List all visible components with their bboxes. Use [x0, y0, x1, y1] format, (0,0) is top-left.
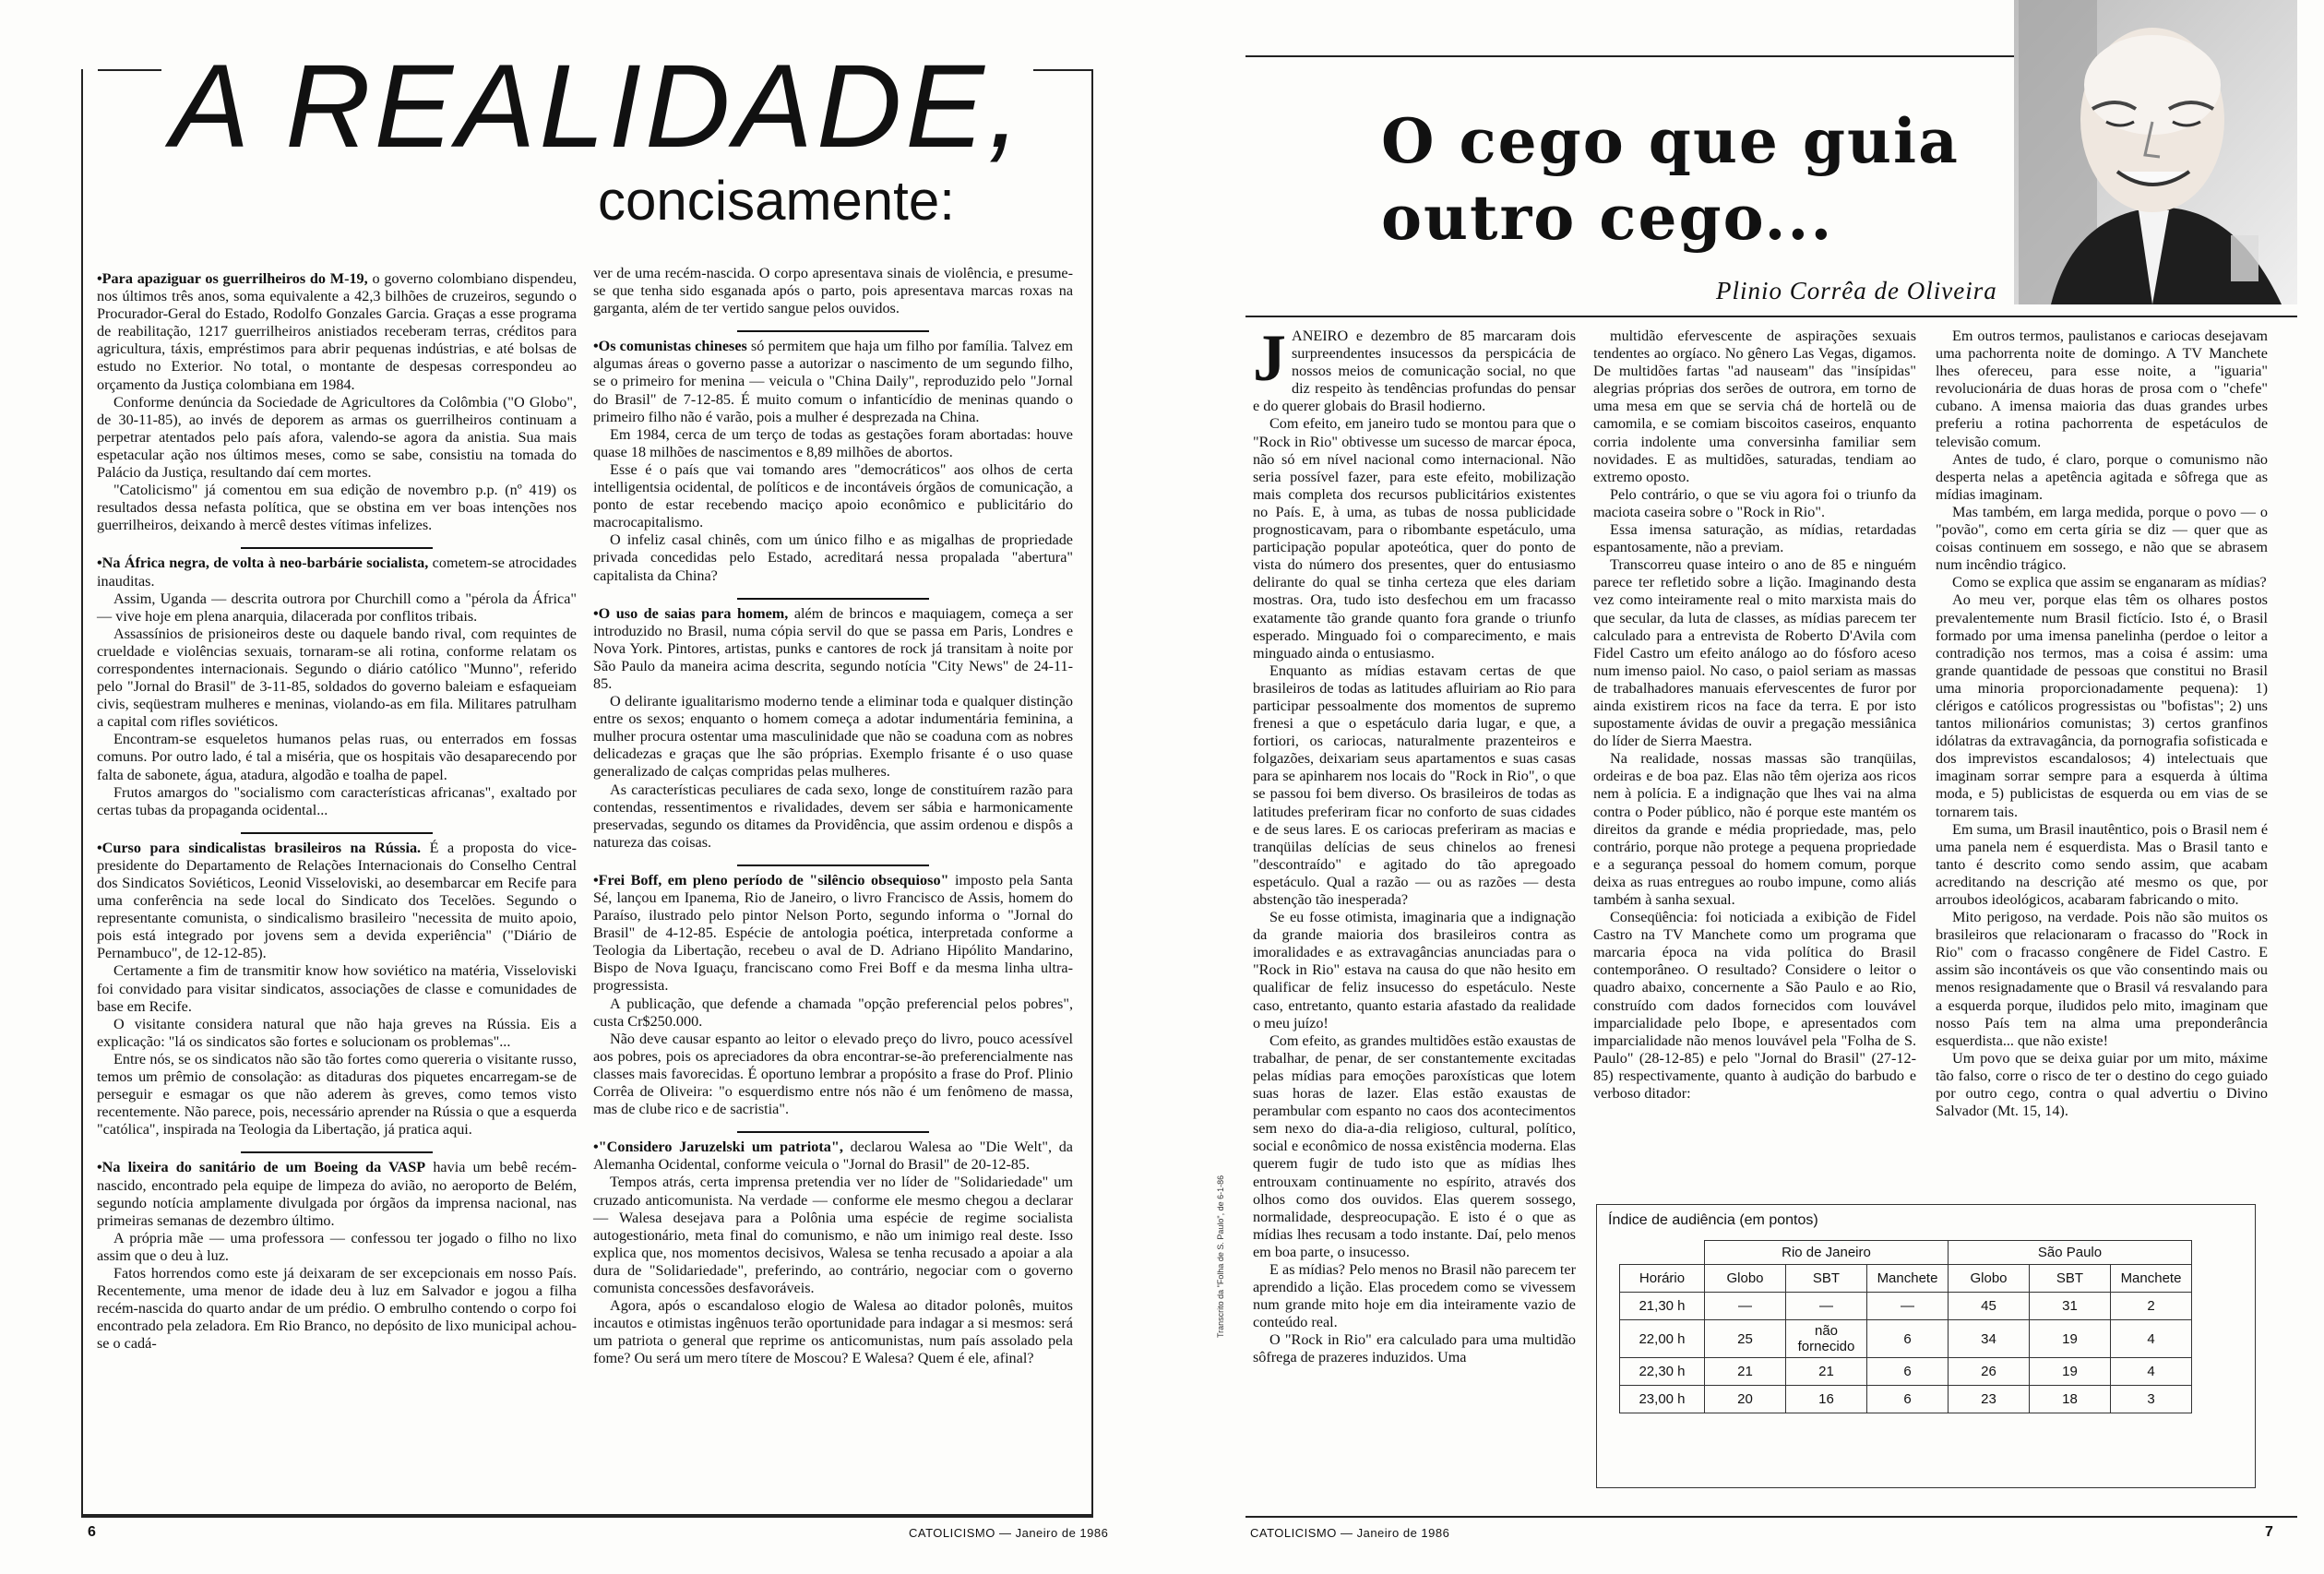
article-paragraph [1936, 451, 2268, 504]
news-lead: •O uso de saias para homem, [593, 604, 789, 622]
news-paragraph [593, 781, 1073, 852]
news-paragraph [97, 554, 577, 590]
paragraph-text: Na realidade, nossas massas são tranqüilas, ordeiras e de boa paz. Elas não têm ojeriza aos ricos nem à polícia. E a indignação que lhes vai na alma contra o Poder público, não é porque este mantém os direitos da grande e média propriedade, mas, pelo contrário, porque não protege a pequena propriedade e a segurança pessoal do homem comum, porque deixa as ruas entregues ao roubo impune, como aliás também à sanha sexual. [1593, 750, 1916, 908]
article-paragraph [1253, 1261, 1576, 1331]
news-paragraph [97, 482, 577, 534]
source-credit: Transcrito da "Folha de S. Paulo", de 6-1-86 [1216, 1175, 1225, 1338]
news-paragraph [97, 590, 577, 626]
article-paragraph [1936, 1050, 2268, 1120]
running-foot: CATOLICISMO — Janeiro de 1986 [1250, 1526, 1450, 1540]
column-header: SBT [2030, 1265, 2111, 1293]
title-rule [1245, 316, 2297, 317]
news-lead: •Para apaziguar os guerrilheiros do M-19, [97, 270, 368, 287]
table-cell: 21,30 h [1620, 1293, 1705, 1320]
table-cell: 2 [2111, 1293, 2192, 1320]
news-paragraph [97, 731, 577, 783]
news-paragraph [593, 996, 1073, 1031]
table-row [1620, 1358, 2192, 1386]
paragraph-text: Mas também, em larga medida, porque o povo — o "povão", como em certa gíria se diz — quer que as coisas continuem em sossego, e não que se abrasem num incêndio trágico. [1936, 503, 2268, 574]
table-row [1620, 1386, 2192, 1413]
news-text: Certamente a fim de transmitir know how soviético na matéria, Visseloviski foi convidado para visitar sindicatos, associações de classe e comunidades de base em Recife. [97, 962, 577, 1015]
column-header: SBT [1786, 1265, 1867, 1293]
paragraph-text: Em suma, um Brasil inautêntico, pois o Brasil nem é uma panela nem é esquerdista. Mas o Brasil tanto e tanto é descrito como sendo assim, que acabam acreditando na descrição até mesmo os que, por arroubos ideológicos, acabaram fabricando o mito. [1936, 820, 2268, 908]
table-cell: 25 [1705, 1320, 1786, 1358]
paragraph-text: Se eu fosse otimista, imaginaria que a indignação da grande maioria dos brasileiros contra as imoralidades e as extravagâncias anunciadas para o "Rock in Rio" estava na causa do que não hesito em qualificar de feliz insucesso do espetáculo. Neste caso, entretanto, quanto estaria afastado da realidade o meu juízo! [1253, 909, 1576, 1031]
news-lead: •"Considero Jaruzelski um patriota", [593, 1139, 843, 1156]
news-paragraph [593, 693, 1073, 781]
news-text: Assim, Uganda — descrita outrora por Churchill como a "pérola da África" — vive hoje em plena anarquia, dilacerada por conflitos tribais. [97, 590, 577, 625]
table-cell: 26 [1949, 1358, 2030, 1386]
news-text: Frutos amargos do "socialismo com características africanas", exaltado por certas tubas da propaganda ocidental... [97, 783, 577, 818]
table-cell: 4 [2111, 1358, 2192, 1386]
right-column-2 [1593, 328, 1916, 1103]
table-cell: — [1867, 1293, 1949, 1320]
table-cell: 22,30 h [1620, 1358, 1705, 1386]
news-paragraph [593, 1174, 1073, 1297]
table-cell: 23 [1949, 1386, 2030, 1413]
table-cell: 6 [1867, 1358, 1949, 1386]
portrait-image [2014, 0, 2297, 304]
article-paragraph [1253, 415, 1576, 662]
article-paragraph [1593, 909, 1916, 1103]
section-separator [241, 1151, 433, 1153]
news-text: É a proposta do vice-presidente do Departamento de Relações Internacionais do Conselho Central dos Sindicatos Soviéticos, Leonid Visseloviski, ao desembarcar em Recife para uma conferência na sede local do Sindicato dos Tecelões. Segundo o representante comunista, o sindicalismo brasileiro "necessita de muito apoio, pois está integrado por jovens sem a devida experiência" ("Diário de Pernambuco", de 12-12-85). [97, 839, 577, 962]
table-cell: 3 [2111, 1386, 2192, 1413]
column-header: Globo [1705, 1265, 1786, 1293]
news-paragraph [593, 605, 1073, 693]
news-paragraph [593, 531, 1073, 584]
news-paragraph [97, 1265, 577, 1353]
news-lead: •Na África negra, de volta à neo-barbárie socialista, [97, 554, 429, 572]
page-number: 6 [88, 1524, 96, 1540]
article-paragraph [1253, 1032, 1576, 1261]
article-paragraph [1253, 662, 1576, 909]
news-paragraph [593, 426, 1073, 461]
table-cell: — [1786, 1293, 1867, 1320]
drop-cap: J [1253, 321, 1286, 395]
paragraph-text: Como se explica que assim se enganaram as mídias? [1952, 574, 2267, 591]
news-text: Fatos horrendos como este já deixaram de ser excepcionais em nosso País. Recentemente, uma menor de idade deu à luz em Salvador e jogou a filha recém-nascida do quarto andar de um prédio. O embrulho contendo o corpo foi encontrado pela zeladora. Em Rio Branco, no depósito de lixo municipal achou-se o cadá- [97, 1264, 577, 1353]
main-headline: A REALIDADE, [161, 48, 1033, 166]
table-cell: 6 [1867, 1386, 1949, 1413]
author-byline: Plinio Corrêa de Oliveira [1716, 277, 1997, 304]
news-text: cometem-se atrocidades inauditas. [97, 554, 577, 590]
news-paragraph [593, 1297, 1073, 1367]
table-cell: 19 [2030, 1358, 2111, 1386]
news-paragraph [97, 1016, 577, 1051]
paragraph-text: Transcorreu quase inteiro o ano de 85 e ninguém parece ter refletido sobre a lição. Imaginando desta vez como inteiramente real o mito marxista mais do que secular, da luta de classes, as mídias parecem ter calculado para a entrevista de Roberto D'Avila com Fidel Castro um efeito análogo ao do fósforo aceso num imenso paiol. No caso, o paiol seriam as massas de trabalhadores manuais efervescentes de furor por ainda existirem ricos na face da terra. E por isto supostamente ávidas de ouvir a pregação messiânica do líder de Sierra Maestra. [1593, 556, 1916, 750]
column-header: Globo [1949, 1265, 2030, 1293]
table-cell: 6 [1867, 1320, 1949, 1358]
table-cell: 4 [2111, 1320, 2192, 1358]
news-paragraph [593, 265, 1073, 317]
news-paragraph [97, 784, 577, 819]
news-text: ver de uma recém-nascida. O corpo apresentava sinais de violência, e presume-se que tenha sido esganada após o parto, pois apresentava marcas roxas na garganta, além de ter vertido sangue pelos ouvidos. [593, 265, 1073, 317]
table-cell: 20 [1705, 1386, 1786, 1413]
news-text: Encontram-se esqueletos humanos pelas ruas, ou enterrados em fossas comuns. Por outro lado, é tal a miséria, que os hospitais vão desaparecendo por falta de sabonete, água, atadura, algodão e toalha de papel. [97, 731, 577, 783]
paragraph-text: E as mídias? Pelo menos no Brasil não parecem ter aprendido a lição. Elas procedem como se vivessem num grande mito hoje em dia inteiramente vazio de conteúdo real. [1253, 1260, 1576, 1331]
paragraph-text: O "Rock in Rio" era calculado para uma multidão sôfrega de prazeres induzidos. Uma [1253, 1331, 1576, 1366]
news-text: O visitante considera natural que não haja greves na Rússia. Eis a explicação: "lá os sindicatos são fortes e solucionam os problemas"... [97, 1015, 577, 1050]
table-cell: 22,00 h [1620, 1320, 1705, 1358]
news-text: A própria mãe — uma professora — confessou ter jogado o filho no lixo assim que o deu à luz. [97, 1229, 577, 1264]
section-separator [241, 547, 433, 549]
paragraph-text: Enquanto as mídias estavam certas de que brasileiros de todas as latitudes afluiriam ao Rio para participar pessoalmente dos momentos de supremo frenesi a que o espetáculo daria lugar, e que, a fortiori, os cariocas, naturalmente prazenteiros e folgazões, deixariam seus apartamentos e suas casas para se apinharem nos locais do "Rock in Rio", o que se passou foi bem diverso. Os brasileiros de todas as latitudes preferiram ficar no conforto de suas cidades e de seus lares. E os cariocas preferiram as macias e tranqüilas delícias de seus chinelos ao frenesi "descontraído" e agitado do tão apregoado espetáculo. Qual a razão — ou as razões — desta abstenção tão inesperada? [1253, 662, 1576, 908]
audience-table [1619, 1240, 2192, 1413]
article-paragraph [1593, 556, 1916, 750]
article-paragraph [1936, 591, 2268, 820]
news-paragraph [97, 394, 577, 482]
column-header: Manchete [2111, 1265, 2192, 1293]
table-header-row [1620, 1241, 2192, 1265]
news-text: A publicação, que defende a chamada "opção preferencial pelos pobres", custa Cr$250.000. [593, 995, 1073, 1030]
sub-headline: concisamente: [598, 170, 955, 232]
table-row [1620, 1320, 2192, 1358]
article-paragraph [1253, 909, 1576, 1032]
section-separator [737, 330, 929, 332]
paragraph-text: Com efeito, as grandes multidões estão exaustas de trabalhar, de penar, de ser constantemente excitadas pelas mídias para emoções paroxísticas que lotem suas horas de lazer. Elas estão exaustas de perambular com espanto no caos dos acontecimentos sem nexo do dia-a-dia religioso, cultural, político, social e econômico de nossa existência moderna. Elas querem fugir de tudo isto que as mídias lhes entrouxam continuamente no espírito, através dos olhos como dos ouvidos. Elas querem sossego, normalidade, despreocupação. E isto é o que as mídias lhes recusam a todo instante. Daí, pelo menos em boa parte, o insucesso. [1253, 1031, 1576, 1260]
paragraph-text: Em outros termos, paulistanos e cariocas desejavam uma pachorrenta noite de domingo. A TV Manchete lhes ofereceu, para esse noite, a "iguaria" revolucionária de duas horas de prosa com o "chefe" cubano. A imensa maioria das duas grandes urbes preferiu a rotina pachorrenta de espetáculos de televisão comum. [1936, 328, 2268, 450]
paragraph-text: Conseqüência: foi noticiada a exibição de Fidel Castro na TV Manchete como um programa que marcaria época na vida política do Brasil contemporâneo. O resultado? Considere o leitor o quadro abaixo, concernente a São Paulo e ao Rio, construído com dados fornecidos com louvável imparcialidade pelo Ibope, e apresentados com imparcialidade não menos louvável pela "Folha de S. Paulo" (28-12-85) e pelo "Jornal do Brasil" (27-12-85) respectivamente, quanto à audição do barbudo e verboso ditador: [1593, 909, 1916, 1103]
news-text: Conforme denúncia da Sociedade de Agricultores da Colômbia ("O Globo", de 30-11-85), ao invés de deporem as armas os guerrilheiros continuam a perpetrar atentados pelo país afora, valendo-se agora da anistia. Sua mais espetacular ação nos últimos meses, como se sabe, consistiu na tomada do Palácio da Justiça, resultando daí cem mortes. [97, 393, 577, 482]
column-header: Horário [1620, 1265, 1705, 1293]
left-column-2 [593, 265, 1073, 1367]
news-text: "Catolicismo" já comentou em sua edição de novembro p.p. (nº 419) os resultados dessa nefasta política, que se obstina em ver boas intenções nos guerrilheiros, deixando à mercê destes vítimas infelizes. [97, 482, 577, 534]
news-paragraph [593, 872, 1073, 996]
table-cell: não fornecido [1786, 1320, 1867, 1358]
paragraph-text: Mito perigoso, na verdade. Pois não são muitos os brasileiros que relacionaram o fracasso do "Rock in Rio" com o fracasso congênere de Fidel Castro. E assim são incontáveis os que vão consentindo mais ou menos resignadamente que o Brasil vá resvalando para a esquerda porque, iludidos pelo mito, imaginam que nosso País tem na alma uma preponderância esquerdista... que não existe! [1936, 909, 2268, 1049]
paragraph-text: Com efeito, em janeiro tudo se montou para que o "Rock in Rio" obtivesse um sucesso de marcar época, não só em nível nacional como internacional. Não seria possível fazer, para este efeito, mobilização mais completa dos recursos publicitários existentes no País. E, à uma, as tubas de nossa publicidade prognosticavam, para o ribombante espetáculo, uma participação popular apoteótica, quer do ponto de vista do número dos presentes, quer do entusiasmo delirante do qual se tinha certeza que eles dariam mostras. Ora, tudo isto desfechou em um fracasso exatamente tão grande quanto fora grande o triunfo esperado. Minguado foi o comparecimento, e mais minguado ainda o entusiasmo. [1253, 415, 1576, 662]
article-paragraph [1936, 909, 2268, 1050]
table-row [1620, 1293, 2192, 1320]
news-text: O delirante igualitarismo moderno tende a eliminar toda e qualquer distinção entre os sexos; enquanto o homem começa a adotar indumentária feminina, a mulher procura ostentar uma masculinidade que não se coaduna com as nobres delicadezas e graças que lhe são próprias. Exemplo frisante é o uso quase generalizado de calças compridas pelas mulheres. [593, 693, 1073, 781]
news-text: O infeliz casal chinês, com um único filho e as migalhas de propriedade privada concedidas pelo Estado, acreditará nessa propalada "abertura" capitalista da China? [593, 531, 1073, 584]
news-text: além de brincos e maquiagem, começa a ser introduzido no Brasil, numa cópia servil do que se passa em Paris, Londres e Nova York. Pintores, artistas, punks e cantores de rock já transitam à noite por São Paulo da maneira acima descrita, segundo notícia "City News" de 24-11-85. [593, 604, 1073, 692]
footer-rule [1245, 1516, 2297, 1518]
news-paragraph [593, 461, 1073, 531]
section-separator [737, 1131, 929, 1133]
news-lead: •Curso para sindicalistas brasileiros na Rússia. [97, 839, 422, 856]
right-column-3 [1936, 328, 2268, 1120]
news-text: havia um bebê recém-nascido, encontrado pela equipe de limpeza do avião, no aeroporto de Belém, segundo notícia amplamente divulgada por órgãos da imprensa nacional, nas primeiras semanas de dezembro último. [97, 1159, 577, 1229]
news-paragraph [97, 1159, 577, 1229]
article-paragraph [1593, 486, 1916, 521]
column-header: Manchete [1867, 1265, 1949, 1293]
section-separator [737, 865, 929, 866]
author-photo [2014, 0, 2297, 304]
article-paragraph [1253, 1331, 1576, 1366]
audience-index-box [1596, 1204, 2256, 1488]
audience-table-title: Índice de audiência (em pontos) [1608, 1212, 1818, 1228]
table-cell: 45 [1949, 1293, 2030, 1320]
article-paragraph [1936, 504, 2268, 574]
table-header-row [1620, 1265, 2192, 1293]
paragraph-text: Um povo que se deixa guiar por um mito, máxime tão falso, corre o risco de ter o destino do cego guiado por outro cego, contra o qual advertiu o Divino Salvador (Mt. 15, 14). [1936, 1049, 2268, 1120]
news-text: Agora, após o escandaloso elogio de Walesa ao ditador polonês, muitos incautos e otimistas ingênuos terão oportunidade para indagar a si mesmos: será um patriota o general que reprime os anticomunistas, num país assolado pela fome? Ou será um mero títere de Moscou? E Walesa? Quem é ele, afinal? [593, 1297, 1073, 1367]
news-paragraph [593, 1031, 1073, 1118]
table-cell: 34 [1949, 1320, 2030, 1358]
table-cell: — [1705, 1293, 1786, 1320]
news-paragraph [97, 270, 577, 394]
article-paragraph [1593, 328, 1916, 486]
news-paragraph [593, 338, 1073, 425]
section-separator [241, 832, 433, 834]
paragraph-text: Pelo contrário, o que se viu agora foi o triunfo da maciota caseira sobre o "Rock in Rio". [1593, 485, 1916, 520]
page-number: 7 [2265, 1524, 2273, 1540]
footer-rule [81, 1516, 1093, 1518]
news-text: Tempos atrás, certa imprensa pretendia ver no líder de "Solidariedade" um cruzado anticomunista. Na verdade — conforme ele mesmo chegou a declarar — Walesa desejava para a Polônia uma espécie de regime socialista autogestionário, meta final do comunismo, e não um inimigo real deste. Isso explica que, nos momentos decisivos, Walesa se tenha recusado a apoiar a ala dura de "Solidariedade", preferindo, ao contrário, negociar com o governo comunista concessões desfavoráveis. [593, 1174, 1073, 1296]
news-lead: •Frei Boff, em pleno período de "silêncio obsequioso" [593, 871, 949, 888]
table-cell: 21 [1705, 1358, 1786, 1386]
news-text: o governo colombiano dispendeu, nos últimos três anos, soma equivalente a 42,3 bilhões de cruzeiros, segundo o Procurador-Geral do Estado, Rodolfo Gonzales Garcia. Graças a esse programa de reabilitação, 1217 guerrilheiros anistiados receberam terras, créditos para agricultura, táxis, empréstimos para abrir pequenas indústrias, e até bolsas de estudo no Exterior. No total, o montante de despesas correspondeu ao orçamento da Justiça colombiana em 1984. [97, 270, 577, 393]
city-header: São Paulo [1949, 1241, 2192, 1265]
paragraph-text: Antes de tudo, é claro, porque o comunismo não desperta nelas a apetência agitada e sôfrega que as mídias imaginam. [1936, 450, 2268, 503]
article-paragraph [1253, 321, 1576, 415]
left-column-1 [97, 265, 577, 1353]
news-text: Entre nós, se os sindicatos não são tão fortes como quereria o visitante russo, temos um prêmio de consolação: as ditaduras dos piquetes encarregam-se de perseguir e esmagar os que não aderem às greves, como temos visto recentemente. Não parece, pois, necessário aprender na Rússia o que a esquerda "católica", inspirada na Teologia da Libertação, já pratica aqui. [97, 1050, 577, 1139]
section-separator [737, 598, 929, 600]
article-paragraph [1936, 574, 2268, 591]
news-text: As características peculiares de cada sexo, longe de constituírem razão para contendas, ressentimentos e rivalidades, devem ser sábia e harmonicamente preservadas, segundo os ditames da Providência, que assim ordenou e dispôs a natureza das coisas. [593, 781, 1073, 851]
article-title: O cego que guia outro cego... [1381, 105, 1960, 254]
article-paragraph [1936, 328, 2268, 451]
news-text: Esse é o país que vai tomando ares "democráticos" aos olhos de certa intelligentsia ocidental, de políticos e de incontáveis órgãos de comunicação, a ponto de estar recebendo maciço apoio econômico e publicitário do macrocapitalismo. [593, 460, 1073, 531]
news-text: imposto pela Santa Sé, lançou em Ipanema, Rio de Janeiro, o livro Francisco de Assis, homem do Paraíso, ilustrado pelo pintor Nelson Porto, segundo informa o "Jornal do Brasil" de 4-12-85. Espécie de antologia poética, interpretada conforme a Teologia da Libertação, recebeu o aval de D. Adriano Hipólito Mandarino, Bispo de Nova Iguaçu, franciscano como Frei Boff e da mesma linha ultra-progressista. [593, 871, 1073, 995]
news-text: Assassínios de prisioneiros deste ou daquele bando rival, com requintes de crueldade e violências sexuais, tornaram-se ali rotina, conforme relatam os correspondentes internacionais. Segundo o diário católico "Munno", referido pelo "Jornal do Brasil" de 3-11-85, soldados do governo baleiam e esfaqueiam civis, seqüestram mulheres e meninas, violando-as em fila. Militares patrulham a capital com rifles soviéticos. [97, 625, 577, 731]
news-text: Em 1984, cerca de um terço de todas as gestações foram abortadas: houve quase 18 milhões de nascimentos e 8,89 milhões de abortos. [593, 425, 1073, 460]
paragraph-text: Ao meu ver, porque elas têm os olhares postos prevalentemente num Brasil fictício. Isto é, o Brasil formado por uma imensa panelinha (perdoe o leitor a contradição nos termos, mas a coisa é assim: uma grande quantidade de pessoas que constitui no Brasil uma minoria proporcionadamente pequena): 1) clérigos e católicos progressistas ou "bofistas"; 2) uns tantos milionários comunistas; 3) certos granfinos idólatras da extravagância, da pornografia sofisticada e dos imprevistos escandalosos; 4) intelectuais que imaginam sorrar sempre para a esquerda à última moda, e 5) publicistas de esquerda ou em vias de se tornarem tais. [1936, 591, 2268, 820]
article-paragraph [1593, 521, 1916, 556]
article-paragraph [1593, 750, 1916, 909]
table-cell: 19 [2030, 1320, 2111, 1358]
news-paragraph [97, 962, 577, 1015]
news-lead: •Na lixeira do sanitário de um Boeing da VASP [97, 1159, 426, 1176]
paragraph-text: ANEIRO e dezembro de 85 marcaram dois surpreendentes insucessos da perspicácia de nossos meios de comunicação social, no que diz respeito às tendências profundas do pensar e do querer globais do Brasil hodierno. [1253, 328, 1576, 415]
paragraph-text: multidão efervescente de aspirações sexuais tendentes ao orgíaco. No gênero Las Vegas, digamos. De multidões fartas "ad nauseam" das "insípidas" alegrias próprias dos serões de outrora, em torno de uma mesa em que se servia chá de hortelã ou de camomila, e se comiam biscoitos caseiros, enquanto corria indolente uma conversinha familiar sem novidades. E as multidões, saturadas, tendiam ao extremo oposto. [1593, 328, 1916, 485]
news-paragraph [97, 1051, 577, 1139]
right-column-1 [1253, 321, 1576, 1367]
news-paragraph [97, 626, 577, 732]
running-foot: CATOLICISMO — Janeiro de 1986 [909, 1526, 1109, 1540]
news-paragraph [97, 840, 577, 963]
news-text: declarou Walesa ao "Die Welt", da Alemanha Ocidental, conforme veicula o "Jornal do Brasil" de 20-12-85. [593, 1139, 1073, 1174]
news-paragraph [97, 1230, 577, 1265]
table-cell: 16 [1786, 1386, 1867, 1413]
table-cell: 23,00 h [1620, 1386, 1705, 1413]
news-text: só permitem que haja um filho por família. Talvez em algumas áreas o governo passe a autorizar o nascimento de um segundo filho, se o primeiro for menina — veicula o "China Daily", reproduzido pelo "Jornal do Brasil" de 7-12-85. É muito comum o infanticídio de meninas quando o primeiro filho não é varão, pois a mulher é desprezada na China. [593, 338, 1073, 425]
news-text: Não deve causar espanto ao leitor o elevado preço do livro, pouco acessível aos pobres, pois os apreciadores da obra encontrar-se-ão preferencialmente nas classes mais favorecidas. É oportuno lembrar a propósito a frase do Prof. Plinio Corrêa de Oliveira: "o esquerdismo entre nós não é um fenômeno de massa, mas de clube rico e de sacristia". [593, 1030, 1073, 1118]
table-cell: 31 [2030, 1293, 2111, 1320]
paragraph-text: Essa imensa saturação, as mídias, retardadas espantosamente, não a previam. [1593, 521, 1916, 556]
article-paragraph [1936, 821, 2268, 909]
news-paragraph [593, 1139, 1073, 1174]
news-lead: •Os comunistas chineses [593, 338, 747, 355]
city-header: Rio de Janeiro [1705, 1241, 1949, 1265]
table-cell: 21 [1786, 1358, 1867, 1386]
table-cell: 18 [2030, 1386, 2111, 1413]
